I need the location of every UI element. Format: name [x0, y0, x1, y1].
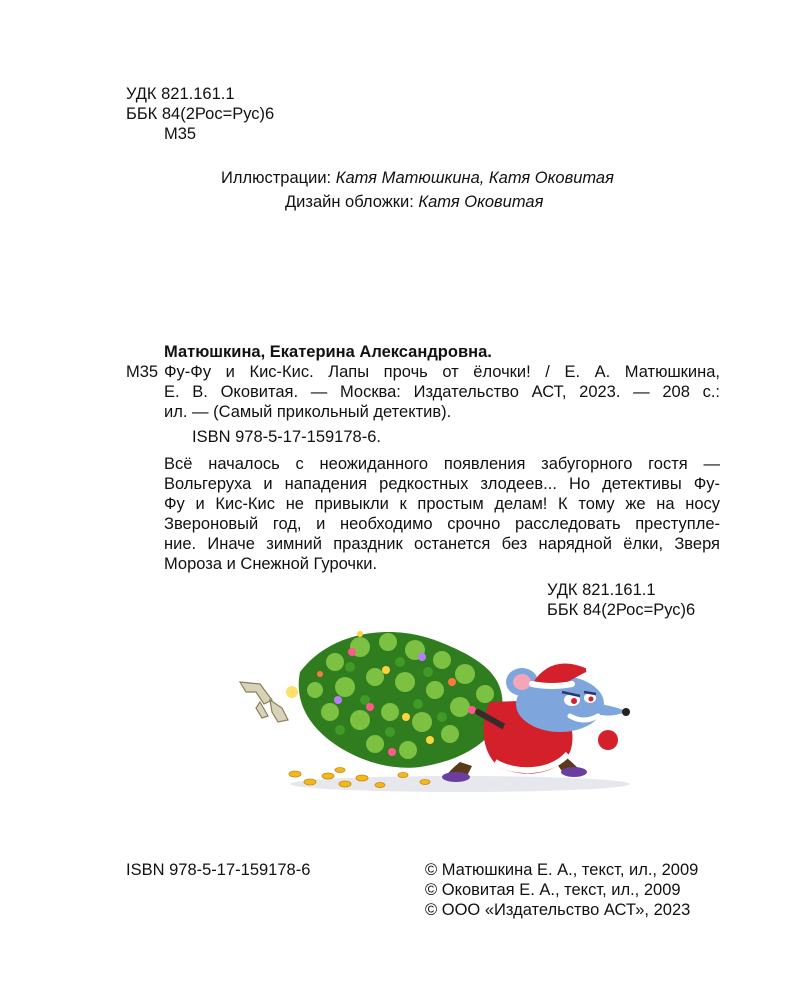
cover-design-label: Дизайн обложки:	[285, 193, 414, 211]
copyright-line-1: © Матюшкина Е. А., текст, ил., 2009	[425, 861, 699, 879]
tree-trunk	[240, 682, 288, 722]
udk-bottom: УДК 821.161.1	[547, 581, 656, 599]
annotation-line-6: Мороза и Снежной Гурочки.	[164, 555, 378, 573]
annotation-line-4: Звероновый год, и необходимо срочно расследовать преступле-	[164, 515, 720, 533]
copyright-line-3: © ООО «Издательство АСТ», 2023	[425, 901, 691, 919]
tree-light-glow	[286, 686, 298, 698]
illustrations-names: Катя Матюшкина, Катя Оковитая	[335, 169, 614, 187]
christmas-tree-mouse-illustration	[160, 612, 640, 812]
christmas-tree	[299, 631, 503, 768]
bib-line-3: ил. — (Самый прикольный детектив).	[164, 403, 452, 421]
bib-isbn: ISBN 978-5-17-159178-6.	[192, 428, 381, 446]
author-mark-top: М35	[164, 125, 197, 143]
cover-design-credit	[285, 192, 543, 212]
annotation-line-1: Всё началось с неожиданного появления забугорного гостя —	[164, 455, 720, 473]
cover-design-names: Катя Оковитая	[418, 193, 544, 211]
annotation-line-2: Вольгеруха и нападения редкостных злодеев... Но детективы Фу-	[164, 475, 720, 493]
annotation-line-5: ние. Иначе зимний праздник останется без нарядной ёлки, Зверя	[164, 535, 720, 553]
bbk-top: ББК 84(2Рос=Рус)6	[126, 105, 275, 123]
bib-mark: М35	[126, 363, 159, 381]
bib-line-1: Фу-Фу и Кис-Кис. Лапы прочь от ёлочки! / Е. А. Матюшкина,	[164, 363, 720, 381]
bib-line-2: Е. В. Оковитая. — Москва: Издательство АСТ, 2023. — 208 с.:	[164, 383, 720, 401]
copyright-line-2: © Оковитая Е. А., текст, ил., 2009	[425, 881, 681, 899]
footer-isbn: ISBN 978-5-17-159178-6	[126, 861, 311, 879]
illustrations-label: Иллюстрации:	[221, 169, 332, 187]
bbk-bottom: ББК 84(2Рос=Рус)6	[547, 601, 696, 619]
udk-top: УДК 821.161.1	[126, 85, 235, 103]
illustrations-credit	[221, 168, 614, 188]
bib-author: Матюшкина, Екатерина Александровна.	[164, 343, 492, 361]
annotation-line-3: Фу и Кис-Кис не привыкли к простым делам! К тому же на носу	[164, 495, 720, 513]
